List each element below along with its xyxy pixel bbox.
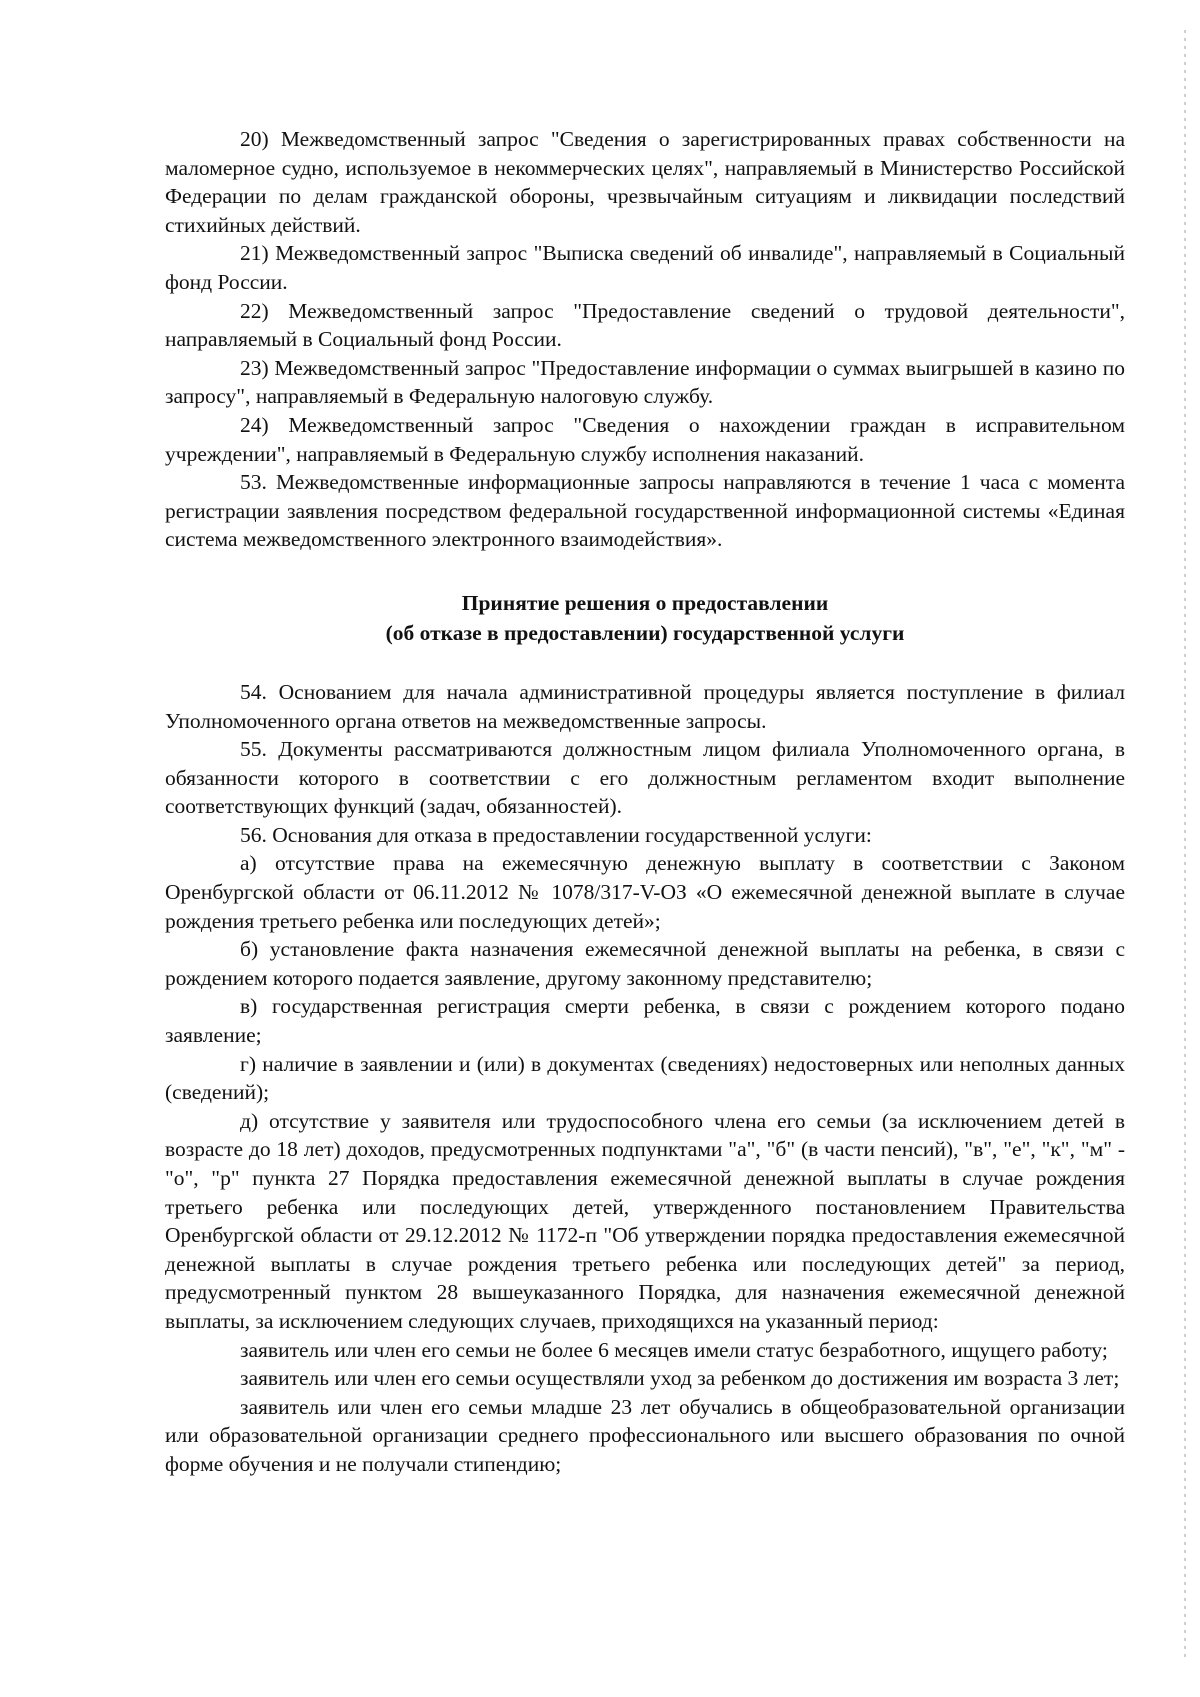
- subitem-d: д) отсутствие у заявителя или трудоспособного члена его семьи (за исключением детей в возрасте до 18 лет) доходов, предусмотренных подпунктами "а", "б" (в части пенсий), "в", "е", "к", "м" - "о", "р" пункта 27 Порядка предоставления ежемесячной денежной выплаты в случае рождения третьего ребенка или последующих детей, утвержденного постановлением Правительства Оренбургской области от 29.12.2012 № 1172-п "Об утверждении порядка предоставления ежемесячной денежной выплаты в случае рождения третьего ребенка или последующих детей" за период, предусмотренный пунктом 28 вышеуказанного Порядка, для назначения ежемесячной денежной выплаты, за исключением следующих случаев, приходящихся на указанный период:: [165, 1108, 1125, 1333]
- section-heading-line2: (об отказе в предоставлении) государственной услуги: [385, 620, 905, 645]
- list-item-22: 22) Межведомственный запрос "Предоставление сведений о трудовой деятельности", направляемый в Социальный фонд России.: [165, 298, 1125, 352]
- exception-students: заявитель или член его семьи младше 23 лет обучались в общеобразовательной организации или образовательной организации среднего профессионального или высшего образования по очной форме обучения и не получали стипендию;: [165, 1394, 1125, 1476]
- list-item-21: 21) Межведомственный запрос "Выписка сведений об инвалиде", направляемый в Социальный фонд России.: [165, 241, 1125, 294]
- list-item-20: 20) Межведомственный запрос "Сведения о зарегистрированных правах собственности на маломерное судно, используемое в некоммерческих целях", направляемый в Министерство Российской Федерации по делам гражданской обороны, чрезвычайным ситуациям и ликвидации последствий стихийных действий.: [165, 127, 1125, 237]
- subitem-v: в) государственная регистрация смерти ребенка, в связи с рождением которого подано заявление;: [165, 994, 1125, 1048]
- subitem-a: а) отсутствие права на ежемесячную денежную выплату в соответствии с Законом Оренбургской области от 06.11.2012 № 1078/317-V-ОЗ «О ежемесячной денежной выплате в случае рождения третьего ребенка или последующих детей»;: [165, 851, 1125, 933]
- subitem-b: б) установление факта назначения ежемесячной денежной выплаты на ребенка, в связи с рождением которого подается заявление, другому законному представителю;: [165, 937, 1125, 990]
- scan-edge-marks: [1184, 30, 1186, 1660]
- document-page: [165, 125, 1125, 1479]
- list-item-23: 23) Межведомственный запрос "Предоставление информации о суммах выигрышей в казино по запросу", направляемый в Федеральную налоговую службу.: [165, 355, 1125, 409]
- subitem-g: г) наличие в заявлении и (или) в документах (сведениях) недостоверных или неполных данных (сведений);: [165, 1051, 1125, 1105]
- exception-childcare: заявитель или член его семьи осуществляли уход за ребенком до достижения им возраста 3 лет;: [240, 1366, 1120, 1391]
- list-item-24: 24) Межведомственный запрос "Сведения о нахождении граждан в исправительном учреждении", направляемый в Федеральную службу исполнения наказаний.: [165, 412, 1125, 466]
- exception-unemployed: заявитель или член его семьи не более 6 месяцев имели статус безработного, ищущего работу;: [240, 1337, 1108, 1362]
- section-heading-line1: Принятие решения о предоставлении: [461, 590, 829, 615]
- section-heading: [165, 588, 1125, 648]
- paragraph-56: 56. Основания для отказа в предоставлении государственной услуги:: [240, 822, 872, 847]
- paragraph-53: 53. Межведомственные информационные запросы направляются в течение 1 часа с момента регистрации заявления посредством федеральной государственной информационной системы «Единая система межведомственного электронного взаимодействия».: [165, 470, 1125, 552]
- paragraph-55: 55. Документы рассматриваются должностным лицом филиала Уполномоченного органа, в обязанности которого в соответствии с его должностным регламентом входит выполнение соответствующих функций (задач, обязанностей).: [165, 737, 1125, 819]
- paragraph-54: 54. Основанием для начала административной процедуры является поступление в филиал Уполномоченного органа ответов на межведомственные запросы.: [165, 679, 1125, 733]
